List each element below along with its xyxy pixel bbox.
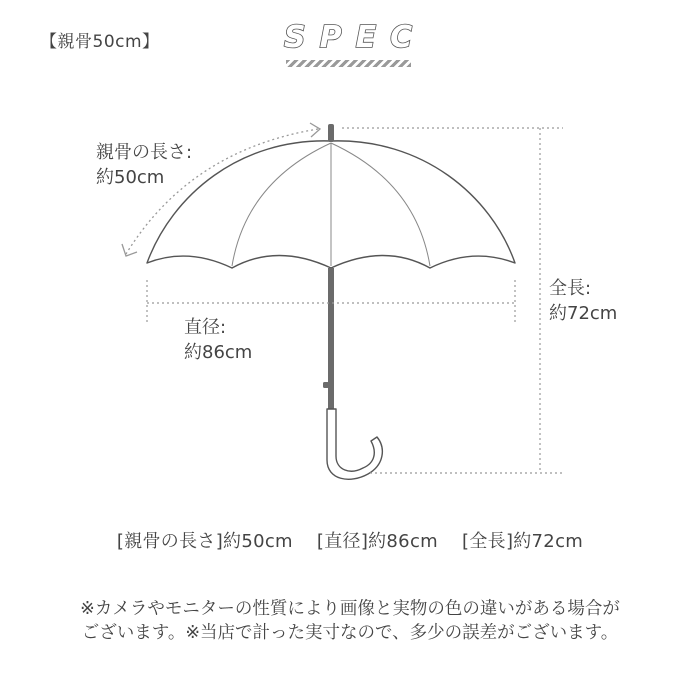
disclaimer-line-1: ※カメラやモニターの性質により画像と実物の色の違いがある場合が xyxy=(80,599,620,619)
rib-length-caption: 親骨の長さ: xyxy=(96,142,193,163)
spec-title: SPEC xyxy=(284,20,427,55)
size-tag: 【親骨50cm】 xyxy=(40,32,160,52)
summary-rib: [親骨の長さ]約50cm xyxy=(116,531,293,552)
disclaimer-note xyxy=(0,597,700,645)
total-length-label xyxy=(549,276,617,326)
umbrella-shaft xyxy=(328,268,334,410)
diameter-label xyxy=(184,315,252,365)
umbrella-runner-button xyxy=(323,382,329,388)
disclaimer-line-2: ございます。※当店で計った実寸なので、多少の誤差がございます。 xyxy=(81,623,619,643)
spec-summary xyxy=(0,527,700,553)
umbrella-handle xyxy=(327,409,382,479)
diameter-caption: 直径: xyxy=(184,317,227,338)
total-length-caption: 全長: xyxy=(549,278,592,299)
summary-diameter: [直径]約86cm xyxy=(316,531,438,552)
total-length-value: 約72cm xyxy=(549,303,618,324)
umbrella-tip xyxy=(328,124,334,142)
summary-length: [全長]約72cm xyxy=(462,531,584,552)
diameter-value: 約86cm xyxy=(184,342,253,363)
rib-length-label xyxy=(96,140,192,190)
rib-length-value: 約50cm xyxy=(96,167,165,188)
